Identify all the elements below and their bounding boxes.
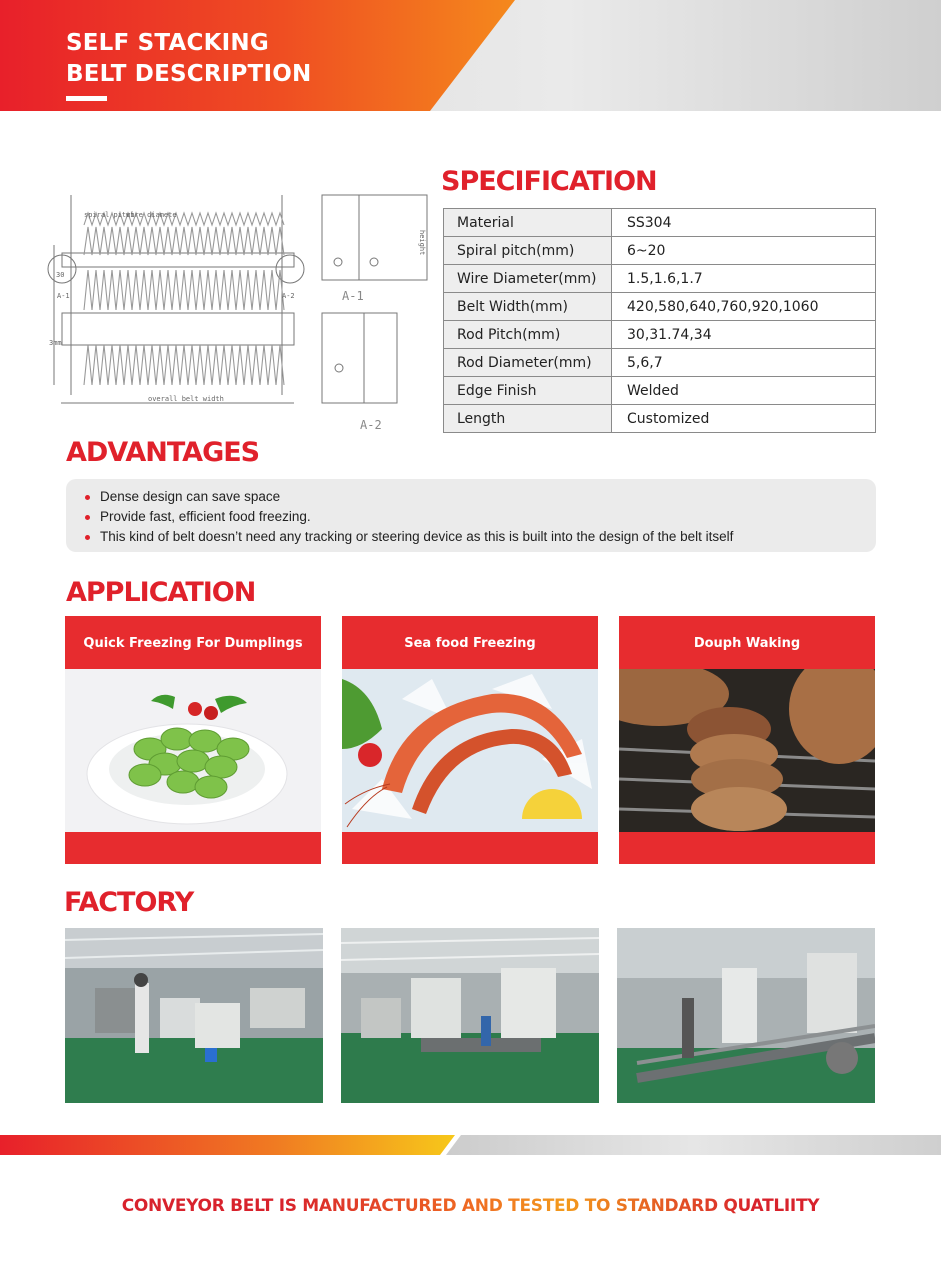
spec-key-cell: Rod Pitch(mm) — [444, 321, 612, 349]
spec-value-cell: 420,580,640,760,920,1060 — [612, 293, 876, 321]
spec-key-cell: Wire Diameter(mm) — [444, 265, 612, 293]
list-item: This kind of belt doesn’t need any tracking or steering device as this is built into the design of the belt itself — [100, 527, 733, 547]
list-item: Dense design can save space — [100, 487, 733, 507]
spec-key-cell: Belt Width(mm) — [444, 293, 612, 321]
spec-key-cell: Material — [444, 209, 612, 237]
belt-technical-drawing — [44, 185, 434, 435]
application-card-dough — [619, 616, 875, 864]
factory-image-lathes — [65, 928, 323, 1103]
page-title-line1: SELF STACKING — [66, 30, 269, 56]
footer-tagline: CONVEYOR BELT IS MANUFACTURED AND TESTED TO STANDARD QUATLIITY — [0, 1196, 941, 1216]
list-item: Provide fast, efficient food freezing. — [100, 507, 733, 527]
application-title: APPLICATION — [66, 577, 256, 608]
application-card-label: Sea food Freezing — [404, 636, 536, 651]
drawing-label-spiral: spiral pitch — [84, 211, 135, 219]
spec-value-cell: Welded — [612, 377, 876, 405]
spec-value-cell: Customized — [612, 405, 876, 433]
factory-title: FACTORY — [64, 887, 194, 918]
application-card-label: Douph Waking — [693, 636, 801, 651]
spec-key-cell: Edge Finish — [444, 377, 612, 405]
table-row — [444, 349, 876, 377]
drawing-label-3mm: 3mm — [49, 339, 62, 347]
table-row — [444, 293, 876, 321]
table-row — [444, 237, 876, 265]
drawing-label-overall: overall belt width — [148, 395, 224, 403]
page-title-line2: BELT DESCRIPTION — [66, 61, 312, 87]
shrimp-image — [342, 669, 598, 832]
factory-image-press — [341, 928, 599, 1103]
table-row — [444, 321, 876, 349]
drawing-label-a2: A-2 — [360, 418, 382, 432]
drawing-label-height: height — [418, 230, 426, 256]
specification-table — [443, 208, 876, 433]
table-row — [444, 405, 876, 433]
spec-value-cell: 6~20 — [612, 237, 876, 265]
bread-image — [619, 669, 875, 832]
advantages-title: ADVANTAGES — [66, 437, 260, 468]
footer-grey-band — [446, 1135, 941, 1155]
spec-value-cell: 5,6,7 — [612, 349, 876, 377]
title-underline — [66, 96, 107, 101]
table-row — [444, 377, 876, 405]
application-card-label: Quick Freezing For Dumplings — [83, 636, 303, 651]
spec-key-cell: Spiral pitch(mm) — [444, 237, 612, 265]
table-row — [444, 209, 876, 237]
drawing-label-30: 30 — [56, 271, 65, 279]
specification-title: SPECIFICATION — [441, 166, 657, 197]
page-title — [66, 28, 311, 90]
application-card-dumplings — [65, 616, 321, 864]
advantages-list — [100, 487, 733, 547]
factory-image-spiral-line — [617, 928, 875, 1103]
spec-value-cell: 1.5,1.6,1.7 — [612, 265, 876, 293]
drawing-label-a1-left: A-1 — [57, 292, 70, 300]
spec-value-cell: 30,31.74,34 — [612, 321, 876, 349]
drawing-label-wire: wire diamete — [126, 211, 177, 219]
spec-key-cell: Length — [444, 405, 612, 433]
spec-key-cell: Rod Diameter(mm) — [444, 349, 612, 377]
footer-color-band — [0, 1135, 455, 1155]
application-card-seafood — [342, 616, 598, 864]
dumplings-image — [65, 669, 321, 832]
drawing-label-a2-right: A-2 — [282, 292, 295, 300]
table-row — [444, 265, 876, 293]
drawing-label-a1: A-1 — [342, 289, 364, 303]
spec-value-cell: SS304 — [612, 209, 876, 237]
